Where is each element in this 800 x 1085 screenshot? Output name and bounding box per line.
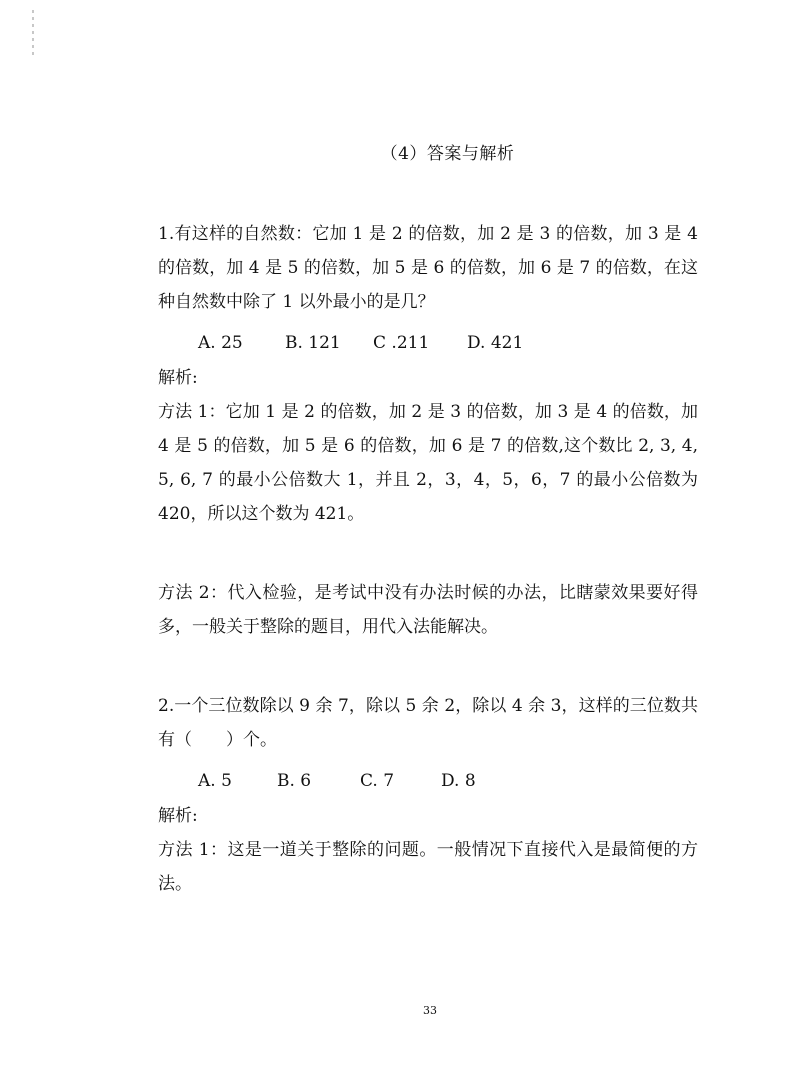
question-2-text: 2.一个三位数除以 9 余 7，除以 5 余 2，除以 4 余 3，这样的三位数共有（ ）个。 <box>158 696 698 750</box>
page-number: 33 <box>423 1004 437 1017</box>
spacer <box>158 644 698 689</box>
page-content <box>158 217 698 901</box>
option-d: D. 421 <box>467 333 524 353</box>
option-a: A. 5 <box>198 771 232 791</box>
option-b: B. 121 <box>285 333 341 353</box>
question-2-analysis-label: 解析: <box>158 806 198 826</box>
option-c: C .211 <box>373 333 430 353</box>
question-1-method-2: 方法 2：代入检验，是考试中没有办法时候的办法，比瞎蒙效果要好得多，一般关于整除的题目，用代入法能解决。 <box>158 583 698 637</box>
question-1-options <box>198 329 698 357</box>
section-title: （4）答案与解析 <box>380 144 515 164</box>
question-1-method-1: 方法 1：它加 1 是 2 的倍数，加 2 是 3 的倍数，加 3 是 4 的倍数，加 4 是 5 的倍数，加 5 是 6 的倍数，加 6 是 7 的倍数,这个数比 2, 3, 4, 5, 6, 7 的最小公倍数大 1，并且 2，3，4，5，6，7 的最小公倍数为 420，所以这个数为 421。 <box>158 402 698 524</box>
question-2-method-1: 方法 1：这是一道关于整除的问题。一般情况下直接代入是最简便的方法。 <box>158 840 698 894</box>
question-1-analysis-label: 解析: <box>158 368 198 388</box>
scan-margin-marks <box>32 10 34 56</box>
option-b: B. 6 <box>277 771 312 791</box>
option-d: D. 8 <box>441 771 476 791</box>
spacer <box>158 531 698 576</box>
question-1-text: 1.有这样的自然数：它加 1 是 2 的倍数，加 2 是 3 的倍数，加 3 是 4 的倍数，加 4 是 5 的倍数，加 5 是 6 的倍数，加 6 是 7 的倍数，在这种自然数中除了 1 以外最小的是几？ <box>158 224 698 312</box>
option-a: A. 25 <box>198 333 243 353</box>
question-2-options <box>198 767 698 795</box>
option-c: C. 7 <box>360 771 395 791</box>
